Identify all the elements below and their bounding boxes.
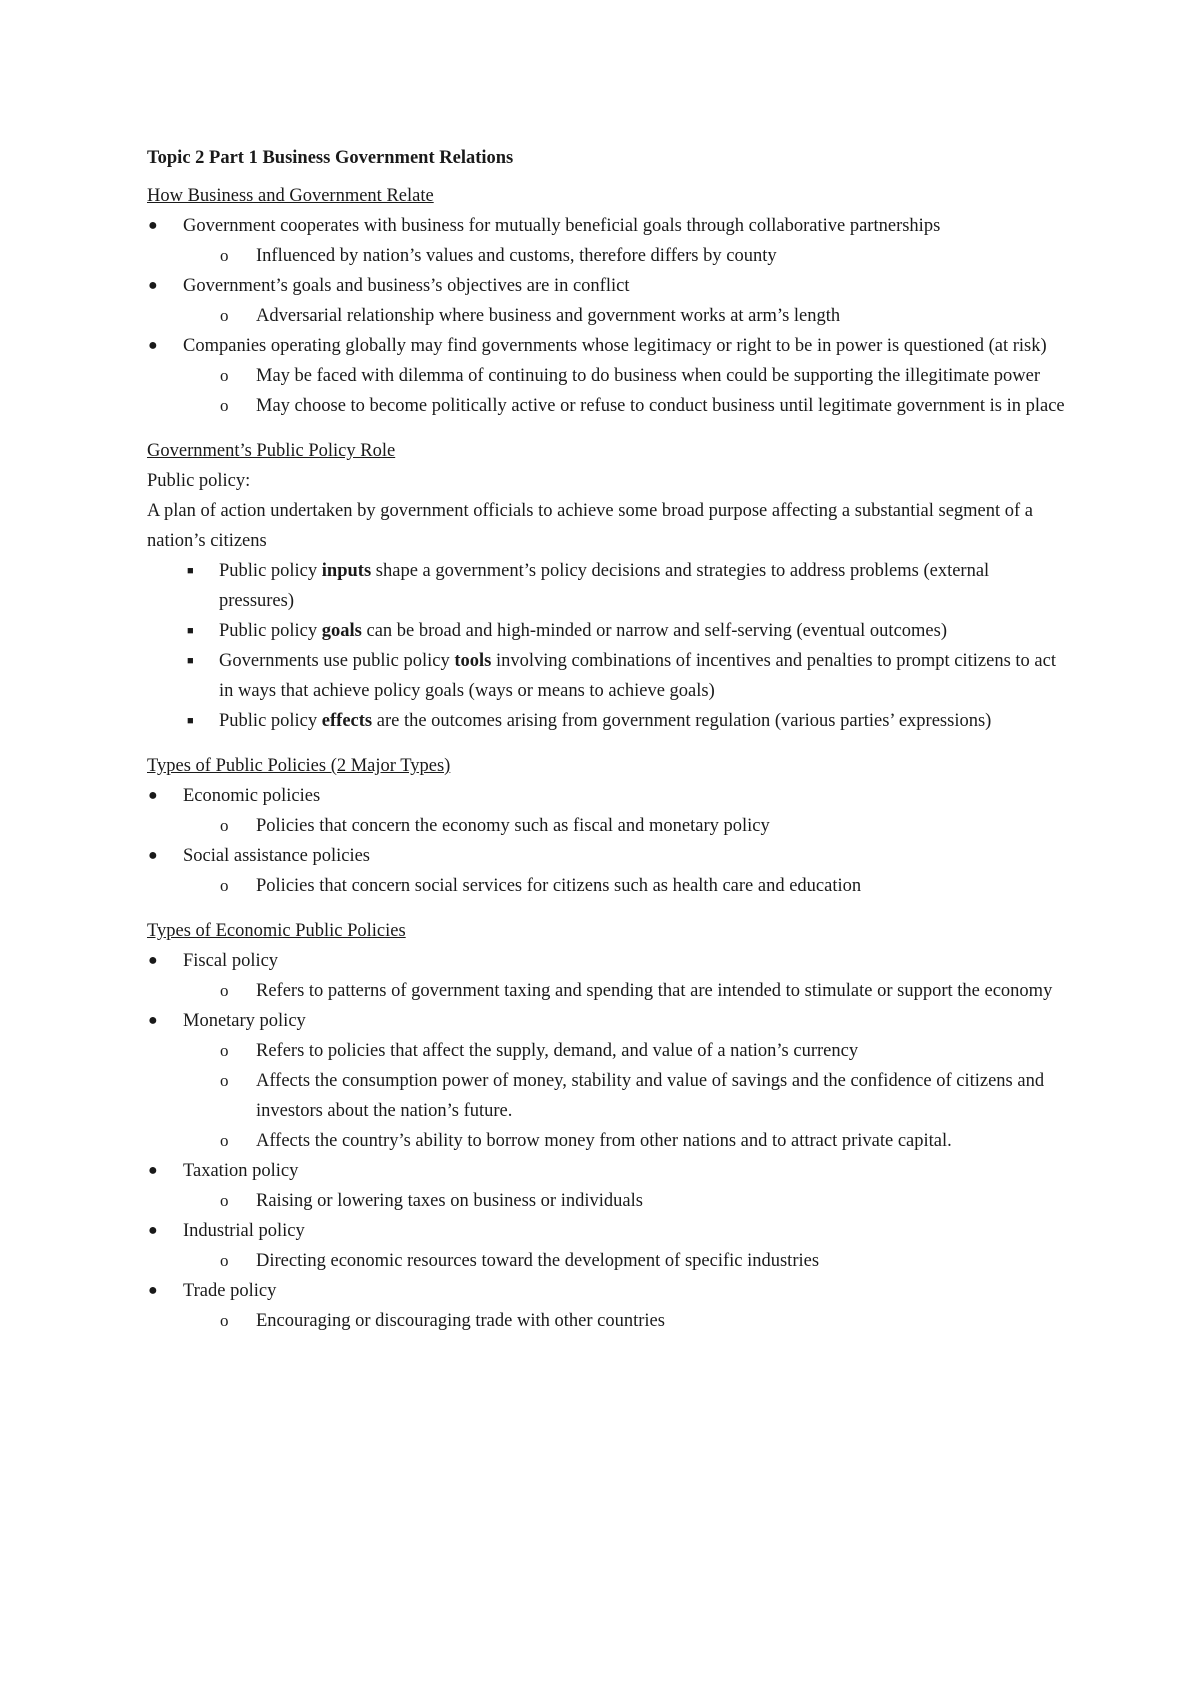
circle-marker: o (220, 1251, 229, 1270)
bullet-item: ● Fiscal policy (147, 946, 1067, 976)
section-business-government (147, 181, 1067, 421)
bullet-item: ● Government’s goals and business’s objectives are in conflict (147, 271, 1067, 301)
definition-text: A plan of action undertaken by government officials to achieve some broad purpose affecting a substantial segment of a nation’s citizens (147, 501, 1034, 551)
bullet-marker: ● (148, 847, 158, 864)
sub-bullet-item: o Policies that concern social services for citizens such as health care and education (147, 871, 1067, 901)
bullet-marker: ● (148, 277, 158, 294)
bullet-marker: ● (148, 217, 158, 234)
bullet-marker: ● (148, 1282, 158, 1299)
sub-bullet-item: o Refers to policies that affect the supply, demand, and value of a nation’s currency (147, 1036, 1067, 1066)
sub-bullet-item: o Encouraging or discouraging trade with other countries (147, 1306, 1067, 1336)
sub-bullet-item: o Influenced by nation’s values and customs, therefore differs by county (147, 241, 1067, 271)
sub-bullet-item: o Affects the country’s ability to borrow money from other nations and to attract private capital. (147, 1126, 1067, 1156)
bullet-item: ● Industrial policy (147, 1216, 1067, 1246)
sub-bullet-item: o May choose to become politically active or refuse to conduct business until legitimate government is in place (147, 391, 1067, 421)
bullet-item: ● Economic policies (147, 781, 1067, 811)
bullet-item: ● Taxation policy (147, 1156, 1067, 1186)
square-marker: ■ (187, 565, 194, 577)
circle-marker: o (220, 1311, 229, 1330)
bullet-item: ● Trade policy (147, 1276, 1067, 1306)
circle-marker: o (220, 1071, 229, 1090)
sub-bullet-item: o Raising or lowering taxes on business or individuals (147, 1186, 1067, 1216)
definition-label: Public policy: (147, 471, 251, 491)
circle-marker: o (220, 1041, 229, 1060)
circle-marker: o (220, 876, 229, 895)
square-bullet-item: ■ Governments use public policy tools involving combinations of incentives and penalties to prompt citizens to act in ways that achieve policy goals (ways or means to achieve goals) (147, 646, 1067, 706)
section-heading: How Business and Government Relate (147, 186, 434, 206)
circle-marker: o (220, 246, 229, 265)
bullet-marker: ● (148, 1222, 158, 1239)
circle-marker: o (220, 981, 229, 1000)
bullet-marker: ● (148, 787, 158, 804)
sub-bullet-item: o Adversarial relationship where business and government works at arm’s length (147, 301, 1067, 331)
document-body (147, 143, 1067, 1351)
circle-marker: o (220, 816, 229, 835)
section-types-public-policies (147, 751, 1067, 901)
section-heading: Government’s Public Policy Role (147, 441, 396, 461)
bullet-item: ● Companies operating globally may find governments whose legitimacy or right to be in power is questioned (at risk) (147, 331, 1067, 361)
circle-marker: o (220, 396, 229, 415)
square-bullet-item: ■ Public policy effects are the outcomes arising from government regulation (various parties’ expressions) (147, 706, 1067, 736)
section-heading: Types of Public Policies (2 Major Types) (147, 756, 451, 776)
circle-marker: o (220, 1191, 229, 1210)
square-bullet-item: ■ Public policy inputs shape a government’s policy decisions and strategies to address problems (external pressures) (147, 556, 1067, 616)
sub-bullet-item: o Affects the consumption power of money, stability and value of savings and the confidence of citizens and investors about the nation’s future. (147, 1066, 1067, 1126)
bullet-item: ● Government cooperates with business for mutually beneficial goals through collaborative partnerships (147, 211, 1067, 241)
bullet-marker: ● (148, 1162, 158, 1179)
sub-bullet-item: o May be faced with dilemma of continuing to do business when could be supporting the illegitimate power (147, 361, 1067, 391)
sub-bullet-item: o Refers to patterns of government taxing and spending that are intended to stimulate or support the economy (147, 976, 1067, 1006)
square-marker: ■ (187, 655, 194, 667)
sub-bullet-item: o Directing economic resources toward the development of specific industries (147, 1246, 1067, 1276)
section-economic-policies (147, 916, 1067, 1336)
bullet-marker: ● (148, 337, 158, 354)
sub-bullet-item: o Policies that concern the economy such as fiscal and monetary policy (147, 811, 1067, 841)
square-bullet-item: ■ Public policy goals can be broad and high-minded or narrow and self-serving (eventual outcomes) (147, 616, 1067, 646)
square-marker: ■ (187, 625, 194, 637)
section-public-policy-role (147, 436, 1067, 736)
bullet-item: ● Social assistance policies (147, 841, 1067, 871)
square-marker: ■ (187, 715, 194, 727)
section-heading: Types of Economic Public Policies (147, 921, 406, 941)
bullet-marker: ● (148, 1012, 158, 1029)
circle-marker: o (220, 1131, 229, 1150)
bullet-item: ● Monetary policy (147, 1006, 1067, 1036)
document-title: Topic 2 Part 1 Business Government Relations (147, 148, 514, 168)
circle-marker: o (220, 366, 229, 385)
bullet-marker: ● (148, 952, 158, 969)
circle-marker: o (220, 306, 229, 325)
